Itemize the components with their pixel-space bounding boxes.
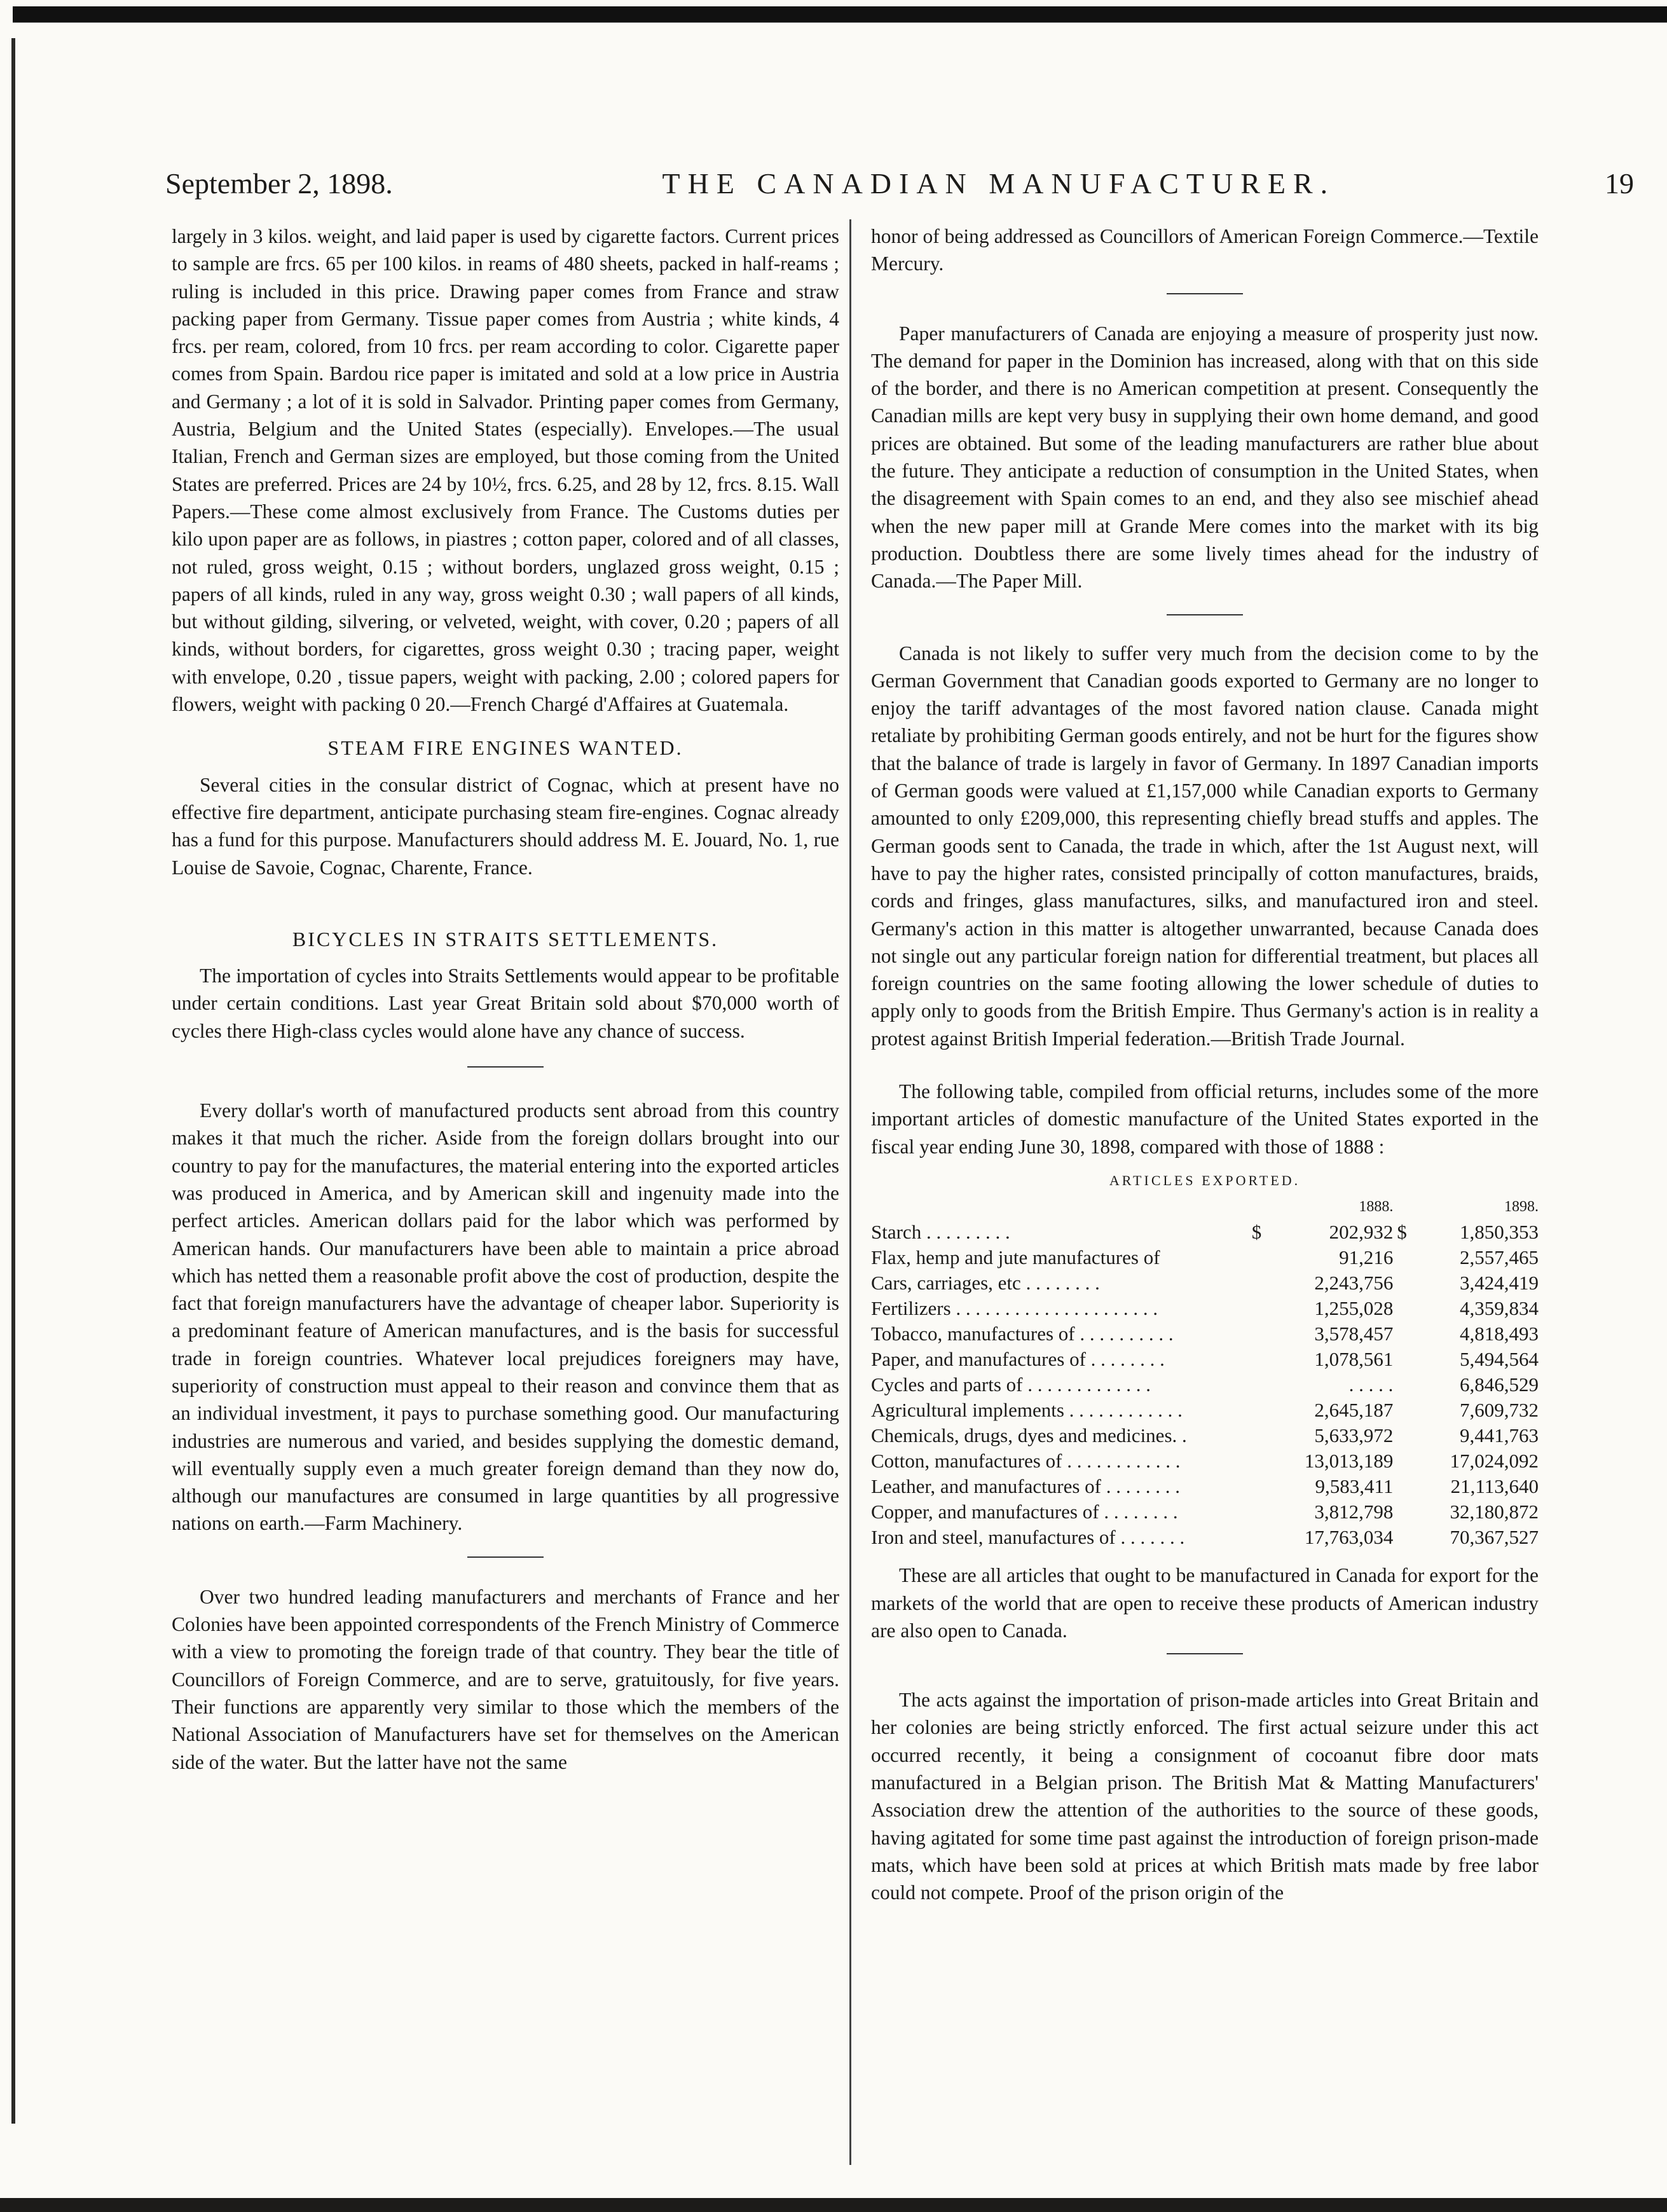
bottom-edge-rule xyxy=(0,2198,1667,2212)
table-header-row xyxy=(871,1194,1539,1219)
table-row: Copper, and manufactures of . . . . . . . . 3,812,798 32,180,872 xyxy=(871,1501,1539,1523)
section-separator xyxy=(467,1556,544,1558)
spacer xyxy=(172,881,839,926)
article-french-councillors: Over two hundred leading manufacturers and merchants of France and her Colonies have been appointed correspondents of the French Ministry of Commerce with a view to promoting the foreign trade of that country. They bear the title of Councillors of Foreign Commerce, and are to serve, gratuitously, for five years. Their functions are apparently very similar to those which the members of the National Association of Manufacturers have set for themselves on the American side of the water. But the latter have not the same xyxy=(172,1585,839,1773)
table-row: Cycles and parts of . . . . . . . . . . . . . . . . . . 6,846,529 xyxy=(871,1373,1539,1396)
table-row: Cars, carriages, etc . . . . . . . . 2,243,756 3,424,419 xyxy=(871,1272,1539,1295)
left-edge-rule xyxy=(11,38,15,2124)
table-row: Agricultural implements . . . . . . . . . . . . 2,645,187 7,609,732 xyxy=(871,1399,1539,1422)
article-prison-made: The acts against the importation of prison-made articles into Great Britain and her colonies are being strictly enforced. The first actual seizure under this act occurred recently, it being a consignment of cocoanut fibre door mats manufactured in a Belgian prison. The British Mat & Matting Manufacturers' Association drew the attention of the authorities to the source of these goods, having agitated for some time past against the introduction of foreign prison-made mats, which have been sold at prices at which British mats made by free labor could not compete. Proof of the prison origin of the xyxy=(871,1689,1539,1904)
table-conclusion: These are all articles that ought to be manufactured in Canada for export for the markets of the world that are open to receive these products of American industry are also open to Canada. xyxy=(871,1564,1539,1642)
table-row: Fertilizers . . . . . . . . . . . . . . . . . . . . . 1,255,028 4,359,834 xyxy=(871,1297,1539,1320)
page-header xyxy=(165,167,1634,211)
table-row: Starch . . . . . . . . . $ 202,932 $ 1,850,353 xyxy=(871,1221,1539,1244)
heading-bicycles: BICYCLES IN STRAITS SETTLEMENTS. xyxy=(292,927,719,951)
table-row: Cotton, manufactures of . . . . . . . . . . . . 13,013,189 17,024,092 xyxy=(871,1450,1539,1473)
table-row: Leather, and manufactures of . . . . . . . . 9,583,411 21,113,640 xyxy=(871,1475,1539,1498)
table-row: Flax, hemp and jute manufactures of 91,216 2,557,465 xyxy=(871,1246,1539,1269)
top-edge-rule xyxy=(13,6,1667,36)
article-dollar-worth: Every dollar's worth of manufactured products sent abroad from this country makes it that much the richer. Aside from the foreign dollars brought into our country to pay for the manufactures, the material entering into the exported articles was produced in America, and by American skill and ingenuity made into the perfect articles. American dollars paid for the labor which was performed by American hands. Our manufacturers have been able to maintain a price abroad which has netted them a reasonable profit above the cost of production, despite the fact that foreign manufacturers have the advantage of cheaper labor. Superiority is a predominant feature of American manufactures, and is the basis for successful trade in foreign countries. Whatever local prejudices foreigners may have, superiority of construction must appeal to their reason and convince them that as an individual investment, it pays to purchase something good. Our manufacturing industries are numerous and varied, and besides supplying the domestic demand, will eventually supply even a much greater foreign demand than they now do, although our manufactures are consumed in large quantities by all progressive nations on earth.—Farm Machinery. xyxy=(172,1099,839,1535)
section-separator xyxy=(1167,293,1243,294)
article-guatemala-paper: largely in 3 kilos. weight, and laid paper is used by cigarette factors. Current prices to sample are frcs. 65 per 100 kilos. in reams of 480 sheets, packed in half-reams ; ruling is included in this price. Drawing paper comes from France and straw packing paper from Germany. Tissue paper comes from Austria ; white kinds, 4 frcs. per ream, colored, from 10 frcs. per ream according to color. Cigarette paper comes from Spain. Bardou rice paper is imitated and sold at a low price in Austria and Germany ; a lot of it is sold in Salvador. Printing paper comes from Germany, Austria, Belgium and the United States (especially). Envelopes.—The usual Italian, French and German sizes are employed, but those coming from the United States are preferred. Prices are 24 by 10½, frcs. 6.25, and 28 by 12, frcs. 8.15. Wall Papers.—These come almost exclusively from France. The Customs duties per kilo upon paper are as follows, in piastres ; cotton paper, colored and of all classes, not ruled, gross weight, 0.15 ; without borders, unglazed gross weight, 0.15 ; papers of all kinds, ruled in any way, gross weight 0.30 ; wall papers of all kinds, but without gilding, silvering, or velveted, weight, with cover, 0.20 ; papers of all kinds, without borders, for cigarettes, gross weight 0.30 ; tracing paper, weight with envelope, 0.20 , tissue papers, weight with packing, 2.00 ; colored papers for flowers, weight with packing 0 20.—French Chargé d'Affaires at Guatemala. xyxy=(172,225,839,716)
table-introduction: The following table, compiled from official returns, includes some of the more important articles of domestic manufacture of the United States exported in the fiscal year ending June 30, 1898, compared with those of 1888 : xyxy=(871,1080,1539,1158)
issue-date: September 2, 1898. xyxy=(165,167,393,200)
publication-title: THE CANADIAN MANUFACTURER. xyxy=(662,167,1336,200)
article-steam-fire-engines: Several cities in the consular district of Cognac, which at present have no effective fire department, anticipate purchasing steam fire-engines. Cognac already has a fund for this purpose. Manufacturers should address M. E. Jouard, No. 1, rue Louise de Savoie, Cognac, Charente, France. xyxy=(172,773,839,879)
table-row: Chemicals, drugs, dyes and medicines. . 5,633,972 9,441,763 xyxy=(871,1424,1539,1447)
table-row: Tobacco, manufactures of . . . . . . . . . . 3,578,457 4,818,493 xyxy=(871,1322,1539,1345)
spacer xyxy=(172,718,839,734)
table-row: Iron and steel, manufactures of . . . . . . . 17,763,034 70,367,527 xyxy=(871,1526,1539,1549)
table-caption: ARTICLES EXPORTED. xyxy=(1109,1172,1301,1188)
column-header-1898: 1898. xyxy=(1504,1199,1539,1216)
section-separator xyxy=(1167,614,1243,615)
article-paper-manufacturers: Paper manufacturers of Canada are enjoying a measure of prosperity just now. The demand for paper in the Dominion has increased, along with that on this side of the border, and there is no American competition at present. Consequently the Canadian mills are kept very busy in supplying their own home demand, and good prices are obtained. But some of the leading manufacturers are rather blue about the future. They anticipate a reduction of consumption in the United States, when the disagreement with Spain comes to an end, and they also see mischief ahead when the new paper mill at Grande Mere comes into the market with its big production. Doubtless there are some lively times ahead for the industry of Canada.—The Paper Mill. xyxy=(871,322,1539,593)
right-column xyxy=(871,223,1539,1906)
column-header-1888: 1888. xyxy=(1359,1199,1394,1216)
article-bicycles: The importation of cycles into Straits Settlements would appear to be profitable under certain conditions. Last year Great Britain sold about $70,000 worth of cycles there High-class cycles would alone have any chance of success. xyxy=(172,965,839,1042)
heading-steam-fire-engines: STEAM FIRE ENGINES WANTED. xyxy=(327,736,683,760)
left-column xyxy=(172,223,839,1776)
table-row: Paper, and manufactures of . . . . . . . . 1,078,561 5,494,564 xyxy=(871,1348,1539,1371)
section-separator xyxy=(467,1066,544,1068)
column-divider xyxy=(849,219,851,2165)
article-textile-mercury-end: honor of being addressed as Councillors of American Foreign Commerce.—Textile Mercury. xyxy=(871,225,1539,275)
article-german-tariff: Canada is not likely to suffer very much from the decision come to by the German Government that Canadian goods exported to Germany are no longer to enjoy the tariff advantages of the most favored nation clause. Canada might retaliate by prohibiting German goods entirely, and not be hurt for the figures show that the balance of trade is largely in favor of Germany. In 1897 Canadian imports of German goods were valued at £1,157,000 while Canadian exports to Germany amounted to only £209,000, this representing chiefly bread stuffs and apples. The German goods sent to Canada, the trade in which, after the 1st August next, will have to pay the higher rates, consisted principally of cotton manufactures, braids, cords and fringes, glass manufactures, silks, and manufactured iron and steel. Germany's action in this matter is altogether unwarranted, because Canada does not single out any particular foreign nation for differential treatment, but places all foreign countries on the same footing allowing the lower schedule of duties to apply only to goods from the British Empire. Thus Germany's action is in reality a protest against British Imperial federation.—British Trade Journal. xyxy=(871,642,1539,1050)
exports-table xyxy=(871,1194,1539,1550)
section-separator xyxy=(1167,1653,1243,1654)
spacer xyxy=(871,1052,1539,1078)
page-number: 19 xyxy=(1605,167,1634,200)
